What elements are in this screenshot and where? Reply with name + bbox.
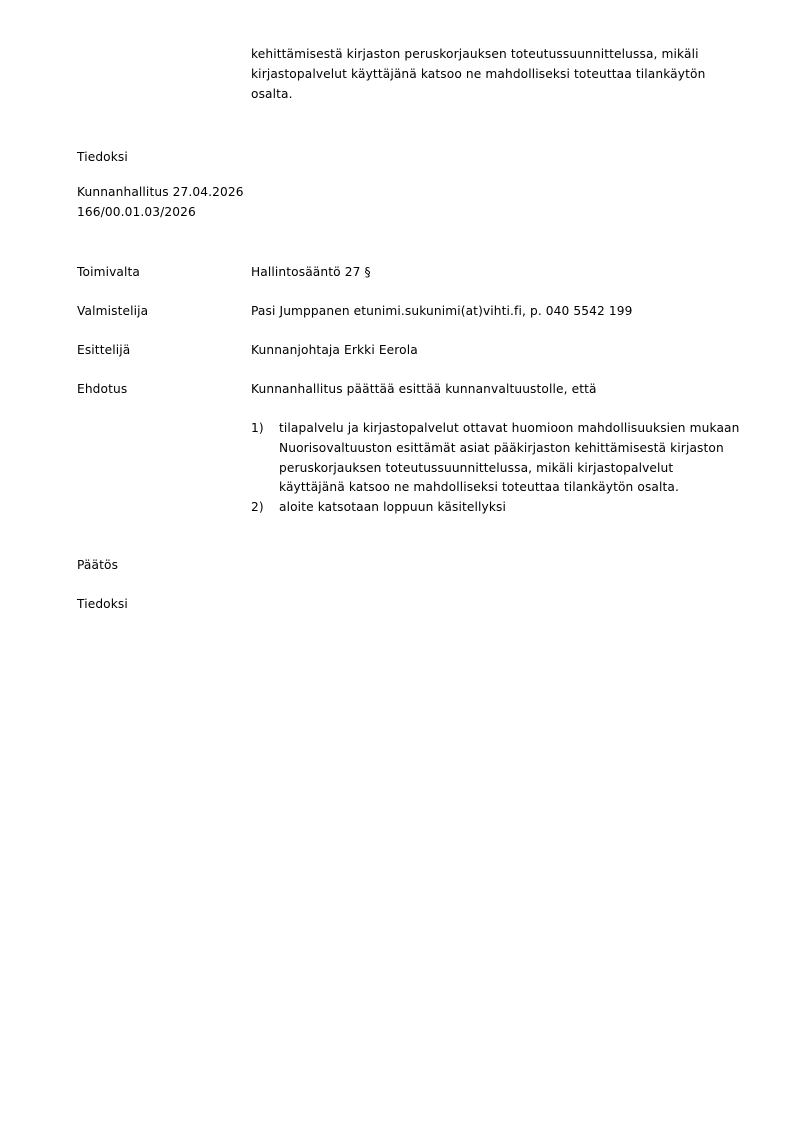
meeting-case-number: 166/00.01.03/2026 [77, 204, 196, 219]
list-item [251, 419, 743, 498]
list-item-marker: 1) [251, 421, 264, 435]
row-ehdotus [77, 380, 743, 400]
label-ehdotus: Ehdotus [77, 382, 128, 396]
list-item-text: aloite katsotaan loppuun käsitellyksi [279, 500, 507, 515]
value-esittelija: Kunnanjohtaja Erkki Eerola [251, 343, 418, 357]
meeting-body-date: Kunnanhallitus 27.04.2026 [77, 185, 244, 199]
value-ehdotus: Kunnanhallitus päättää esittää kunnanvaltuustolle, että [251, 382, 597, 396]
proposal-list [251, 419, 743, 518]
list-item-text: tilapalvelu ja kirjastopalvelut ottavat huomioon mahdollisuuksien mukaan Nuorisovaltuuston esittämät asiat pääkirjaston kehittämisestä kirjaston peruskorjauksen toteutussuunnittelussa, mikäli kirjastopalvelut käyttäjänä katsoo ne mahdolliseksi toteuttaa tilankäytön osalta. [279, 421, 740, 495]
label-tiedoksi-bottom: Tiedoksi [77, 597, 128, 611]
list-item-marker: 2) [251, 500, 264, 515]
row-esittelija [77, 341, 743, 361]
label-valmistelija: Valmistelija [77, 304, 149, 318]
continuation-paragraph: kehittämisestä kirjaston peruskorjauksen toteutussuunnittelussa, mikäli kirjastopalvelut käyttäjänä katsoo ne mahdolliseksi toteuttaa tilankäytön osalta. [251, 47, 706, 101]
value-valmistelija: Pasi Jumppanen etunimi.sukunimi(at)vihti.fi, p. 040 5542 199 [251, 304, 633, 318]
list-item [251, 498, 743, 518]
value-toimivalta: Hallintosääntö 27 § [251, 265, 371, 279]
label-toimivalta: Toimivalta [77, 265, 141, 279]
label-paatos: Päätös [77, 558, 119, 572]
row-valmistelija [77, 302, 743, 322]
meeting-info [77, 183, 244, 223]
label-esittelija: Esittelijä [77, 343, 131, 357]
row-toimivalta [77, 263, 743, 283]
tiedoksi-heading-top: Tiedoksi [77, 150, 128, 164]
